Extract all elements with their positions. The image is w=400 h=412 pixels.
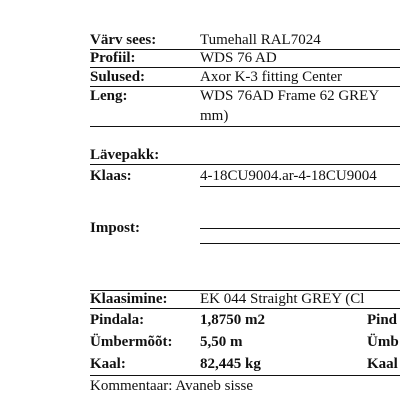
weight-label-2: Kaal — [367, 356, 398, 372]
edge-label: Lävepakk: — [90, 147, 160, 163]
glazing-value: EK 044 Straight GREY (Cl — [200, 291, 365, 307]
area-label-2: Pind — [367, 312, 398, 328]
weight-label: Kaal: — [90, 356, 126, 372]
divider — [90, 164, 400, 165]
impost-line-2 — [200, 243, 400, 244]
perimeter-label-2: Ümb — [367, 334, 399, 350]
area-label: Pindala: — [90, 312, 145, 328]
glass-value: 4-18CU9004.ar-4-18CU9004 — [200, 168, 377, 184]
length-value-line2: mm) — [200, 108, 229, 124]
divider — [90, 308, 400, 309]
glass-label: Klaas: — [90, 168, 132, 184]
comment-text: Kommentaar: Avaneb sisse — [90, 378, 254, 394]
glass-underline — [200, 186, 400, 187]
profile-label: Profiil: — [90, 50, 136, 66]
divider — [90, 375, 400, 376]
weight-value: 82,445 kg — [200, 356, 261, 372]
length-label: Leng: — [90, 88, 128, 104]
colour-label: Värv sees: — [90, 32, 157, 48]
divider — [90, 86, 400, 87]
impost-line-1 — [200, 228, 400, 229]
hardware-label: Sulused: — [90, 69, 146, 85]
impost-label: Impost: — [90, 220, 141, 236]
area-value: 1,8750 m2 — [200, 312, 265, 328]
perimeter-value: 5,50 m — [200, 334, 243, 350]
length-value-line1: WDS 76AD Frame 62 GREY — [200, 88, 380, 104]
hardware-value: Axor K-3 fitting Center — [200, 69, 343, 85]
profile-value: WDS 76 AD — [200, 50, 277, 66]
divider — [90, 67, 400, 68]
divider — [90, 126, 400, 127]
glazing-label: Klaasimine: — [90, 291, 168, 307]
perimeter-label: Ümbermõõt: — [90, 334, 173, 350]
colour-value: Tumehall RAL7024 — [200, 32, 321, 48]
